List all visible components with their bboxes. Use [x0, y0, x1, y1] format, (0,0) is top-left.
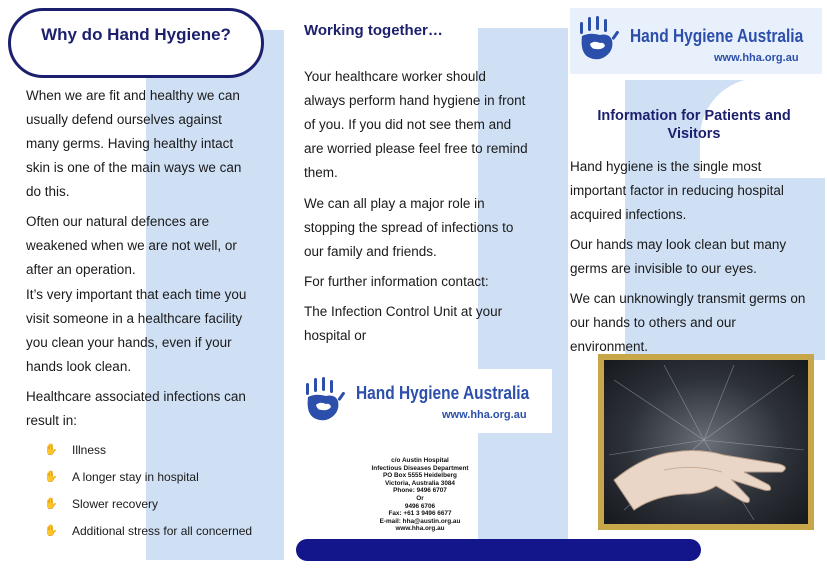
text-line: hospital or — [304, 328, 367, 343]
list-item — [44, 468, 284, 495]
text-line: The Infection Control Unit at your — [304, 304, 503, 319]
text-line: skin is one of the main ways we can — [26, 160, 242, 175]
text-line: E-mail: hha@austin.org.au — [379, 517, 461, 525]
right-paragraph-3 — [570, 287, 822, 359]
text-line: Healthcare associated infections can — [26, 389, 246, 404]
text-line: stopping the spread of infections to — [304, 220, 514, 235]
header-logo — [570, 8, 822, 74]
list-item-label: Illness — [72, 443, 107, 457]
text-line: Phone: 9496 6707 — [393, 487, 447, 495]
text-line: always perform hand hygiene in front — [304, 93, 526, 108]
text-line: It’s very important that each time you — [26, 287, 247, 302]
text-line: visit someone in a healthcare facility — [26, 311, 243, 326]
text-line: of you. If you did not see them and — [304, 117, 512, 132]
text-line: many germs. Having healthy intact — [26, 136, 234, 151]
decorative-bar — [296, 539, 701, 561]
text-line: Infectious Diseases Department — [371, 464, 469, 472]
middle-logo — [296, 369, 552, 433]
text-line: weakened when we are not well, or — [26, 238, 237, 253]
text-line: Our hands may look clean but many — [570, 237, 787, 252]
hand-photo — [598, 354, 814, 530]
text-line: after an operation. — [26, 262, 136, 277]
middle-paragraph-2 — [304, 192, 554, 264]
text-line: important factor in reducing hospital — [570, 183, 784, 198]
left-title: Why do Hand Hygiene? — [41, 25, 231, 44]
left-title-oval — [8, 8, 264, 78]
text-line: c/o Austin Hospital — [391, 457, 449, 464]
middle-title: Working together… — [304, 22, 443, 39]
text-line: hands look clean. — [26, 359, 132, 374]
logo-url: www.hha.org.au — [714, 52, 799, 64]
right-paragraph-1 — [570, 155, 822, 227]
text-line: Often our natural defences are — [26, 214, 210, 229]
right-paragraph-2 — [570, 233, 822, 281]
outcomes-list — [44, 441, 284, 549]
text-line: 9496 6706 — [404, 502, 436, 510]
right-title — [574, 107, 814, 143]
hand-photo-image — [604, 360, 808, 524]
text-line: Visitors — [667, 126, 721, 142]
text-line: www.hha.org.au — [395, 525, 445, 533]
logo-name: Hand Hygiene Australia — [356, 383, 530, 403]
text-line: When we are fit and healthy we can — [26, 88, 240, 103]
list-item-label: Additional stress for all concerned — [72, 524, 253, 538]
logo-name: Hand Hygiene Australia — [630, 26, 804, 46]
text-line: germs are invisible to our eyes. — [570, 261, 757, 276]
hand-bullet-icon: ✋ — [44, 444, 58, 456]
left-paragraph-3 — [26, 283, 276, 379]
text-line: result in: — [26, 413, 78, 428]
left-paragraph-1 — [26, 84, 276, 204]
text-line: them. — [304, 165, 338, 180]
hand-logo-icon — [302, 377, 352, 425]
text-line: We can unknowingly transmit germs on — [570, 291, 806, 306]
text-line: We can all play a major role in — [304, 196, 485, 211]
middle-paragraph-3: For further information contact: — [304, 274, 489, 289]
middle-paragraph-4 — [304, 300, 554, 348]
middle-paragraph-1 — [304, 65, 554, 185]
list-item — [44, 522, 284, 549]
text-line: PO Box 5555 Heidelberg — [383, 472, 457, 480]
text-line: acquired infections. — [570, 207, 687, 222]
left-paragraph-2 — [26, 210, 276, 282]
text-line: you clean your hands, even if your — [26, 335, 232, 350]
left-paragraph-4 — [26, 385, 276, 433]
text-line: our family and friends. — [304, 244, 437, 259]
list-item — [44, 441, 284, 468]
text-line: Fax: +61 3 9496 6677 — [388, 510, 452, 518]
list-item-label: Slower recovery — [72, 497, 159, 511]
text-line: Victoria, Australia 3084 — [385, 479, 455, 487]
hand-bullet-icon: ✋ — [44, 471, 58, 483]
text-line: are worried please feel free to remind — [304, 141, 528, 156]
text-line: do this. — [26, 184, 70, 199]
logo-url: www.hha.org.au — [442, 409, 527, 421]
hand-logo-icon — [576, 16, 626, 64]
open-hand-illustration — [604, 360, 808, 524]
text-line: Information for Patients and — [597, 108, 791, 124]
contact-address — [360, 457, 480, 533]
hand-bullet-icon: ✋ — [44, 498, 58, 510]
text-line: Your healthcare worker should — [304, 69, 486, 84]
text-line: environment. — [570, 339, 649, 354]
text-line: usually defend ourselves against — [26, 112, 222, 127]
list-item — [44, 495, 284, 522]
text-line: our hands to others and our — [570, 315, 736, 330]
list-item-label: A longer stay in hospital — [72, 470, 199, 484]
hand-bullet-icon: ✋ — [44, 525, 58, 537]
text-line: Hand hygiene is the single most — [570, 159, 762, 174]
text-line: Or — [416, 494, 424, 502]
